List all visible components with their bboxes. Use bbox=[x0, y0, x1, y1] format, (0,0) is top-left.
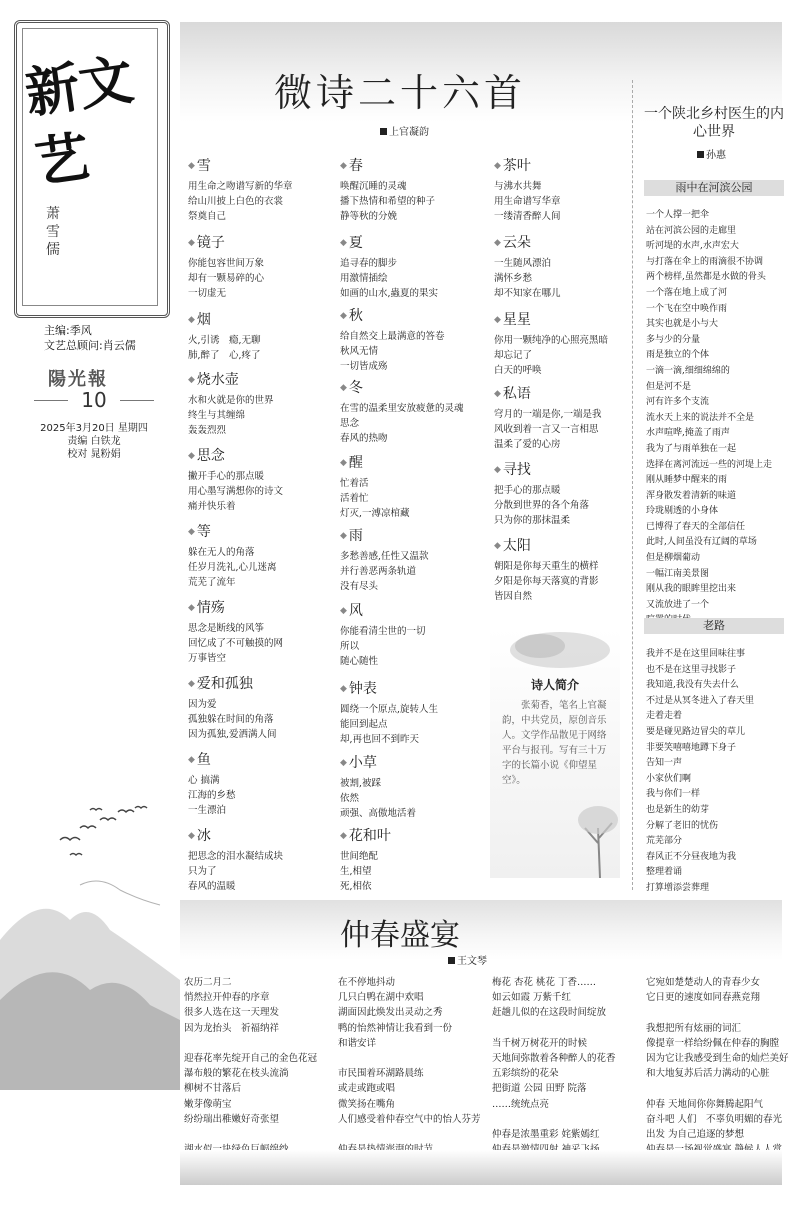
poem-spring bbox=[340, 155, 490, 224]
bottom-author: 王文琴 bbox=[448, 952, 487, 967]
poem-text: 唤醒沉睡的灵魂 播下热情和希望的种子 静等秋的分娩 bbox=[340, 181, 436, 222]
poem-summer bbox=[340, 232, 490, 301]
poem-title: ◆ 冰 bbox=[188, 825, 338, 845]
poem-title: ◆ 钟表 bbox=[340, 678, 490, 698]
poem-ice bbox=[188, 825, 338, 894]
poem-love-loneliness bbox=[188, 673, 338, 742]
right-article-author: 孙惠 bbox=[697, 146, 726, 161]
poem-text: 与沸水共舞 用生命谱写华章 一缕清香醉人间 bbox=[494, 181, 561, 222]
poem-title: ◆ 爱和孤独 bbox=[188, 673, 338, 693]
poem-title: ◆ 风 bbox=[340, 600, 490, 620]
bottom-column: 农历二月二 悄然拉开仲春的序章 很多人选在这一天理发 因为龙抬头 祈福纳祥 迎春花率先绽开自己的金色花冠 瀑布般的繁花在枝头流淌 柳树不甘落后 嫩芽像萌宝 纷纷瑞出稚嫩好奇张望 bbox=[184, 977, 318, 1125]
poem-longing bbox=[188, 445, 338, 514]
poem-smoke bbox=[188, 309, 338, 363]
tree-trunk-icon bbox=[570, 798, 620, 878]
poem-text: 把思念的泪水凝结成块 只为了 春风的温暖 bbox=[188, 851, 284, 892]
poem-heartbreak bbox=[188, 597, 338, 666]
poem-title: ◆ 雪 bbox=[188, 155, 338, 175]
poem-text: 你用一颗纯净的心照亮黑暗 却忘记了 白天的呼唤 bbox=[494, 335, 609, 376]
poem-text: 穹月的一端是你,一端是我 风收到着一言又一言相思 温柔了爱的心房 bbox=[494, 409, 602, 450]
poem-title: ◆ 鱼 bbox=[188, 749, 338, 769]
poem-sun bbox=[494, 535, 644, 604]
editor-in-charge: 责编 白铁龙 bbox=[67, 436, 121, 447]
poem-title: ◆ 夏 bbox=[340, 232, 490, 252]
poem-snow bbox=[188, 155, 338, 224]
poem-title: ◆ 春 bbox=[340, 155, 490, 175]
poem-search bbox=[494, 459, 644, 528]
poem-title: ◆ 思念 bbox=[188, 445, 338, 465]
section-text: 我并不是在这里回味往事 也不是在这里寻找影子 我知道,我没有失去什么 不过是从冥冬进入了春天里 走着走着 要是碰见路边冒尖的草儿 非要笑嘻嘻地蹲下身子 告知一声 小家伙们啊 我与你们一样 也是新生的幼芽 分解了老旧的忧伤 荒芜部分 春风正不分昼夜地为我 整理着诵 打算增添尝葬理 bbox=[646, 649, 755, 893]
editor-name: 主编:季风 bbox=[44, 324, 92, 337]
bio-title: 诗人简介 bbox=[530, 678, 579, 692]
poem-title: ◆ 太阳 bbox=[494, 535, 644, 555]
main-title: 微诗二十六首 bbox=[273, 71, 526, 115]
consultant-name: 文艺总顾问:肖云儒 bbox=[44, 339, 136, 352]
poem-text: 因为爱 孤独躲在时间的角落 因为孤独,爱洒满人间 bbox=[188, 699, 277, 740]
poem-title: ◆ 冬 bbox=[340, 377, 490, 397]
bottom-column: 梅花 杏花 桃花 丁香…… 如云如霞 万紫千红 赶趟儿似的在这段时间绽放 当千树万树花开的时候 天地间弥散着各种醉人的花香 五彩缤纷的花朵 把街道 公园 田野 院落 ……统统点亮 仲春是浓墨重彩 姹紫嫣红 bbox=[492, 977, 616, 1141]
proofreader: 校对 晁粉娟 bbox=[67, 449, 121, 460]
poem-text: 圆绕一个原点,旋转人生 能回到起点 却,再也回不到昨天 bbox=[340, 704, 439, 745]
poem-clock bbox=[340, 678, 490, 747]
poem-text: 世间绝配 生,相望 死,相依 bbox=[340, 851, 379, 892]
poem-text: 水和火就是你的世界 终生与其缠绵 轰轰烈烈 bbox=[188, 395, 274, 436]
poem-fish bbox=[188, 749, 338, 818]
masthead-vertical-text: 萧雪儒 bbox=[46, 206, 60, 258]
poem-waiting bbox=[188, 521, 338, 590]
poem-whisper bbox=[494, 383, 644, 452]
bottom-title: 仲春盛宴 bbox=[340, 918, 460, 953]
section-heading: 老路 bbox=[644, 618, 784, 634]
masthead-title: 新文艺 bbox=[21, 46, 138, 195]
poem-title: ◆ 秋 bbox=[340, 305, 490, 325]
birds-icon bbox=[60, 807, 147, 856]
poem-title: ◆ 云朵 bbox=[494, 232, 644, 252]
poem-title: ◆ 私语 bbox=[494, 383, 644, 403]
poem-text: 撇开手心的那点暖 用心墨写满想你的诗文 痛并快乐着 bbox=[188, 471, 284, 512]
poem-kettle bbox=[188, 369, 338, 438]
poem-title: ◆ 情殇 bbox=[188, 597, 338, 617]
poem-title: ◆ 花和叶 bbox=[340, 825, 490, 845]
poem-text: 被割,被踩 依然 顽强、高傲地活着 bbox=[340, 778, 417, 819]
issue-date: 2025年3月20日 星期四 bbox=[40, 423, 148, 434]
poem-winter bbox=[340, 377, 490, 446]
poem-title: ◆ 星星 bbox=[494, 309, 644, 329]
poem-text: 一生随风漂泊 满怀乡愁 却不知家在哪儿 bbox=[494, 258, 561, 299]
main-author: 上官凝韵 bbox=[380, 123, 429, 138]
tree-illustration-icon bbox=[490, 628, 620, 678]
poem-title: ◆ 小草 bbox=[340, 752, 490, 772]
right-article-title: 一个陕北乡村医生的内心世界 bbox=[644, 106, 784, 140]
poem-title: ◆ 烟 bbox=[188, 309, 338, 329]
poem-text: 躲在无人的角落 任岁月洗礼,心儿迷离 荒芜了流年 bbox=[188, 547, 277, 588]
poem-autumn bbox=[340, 305, 490, 374]
section-text: 一个人撑一把伞 站在河滨公园的走廊里 听河堤的水声,水声宏大 与打落在伞上的雨滴很不协调 两个榜样,虽然都是水做的骨头 一个落在地上成了河 一个飞在空中唤作雨 其实也就是小与大 多与少的分量 雨是独立的个体 一滴一滴,细细绵绵的 但是河不是 河有许多个支流 流水天上来的说法并不全是 水声喧哗,掩盖了雨声 我为了与雨单独在一起 选择在离河流远一些的河堤上走 刚从睡梦中醒来的雨 浑身散发着清新的味道 玲珑剔透的小身体 已博得了春天的全部信任 此时,人间虽没有辽阔的草场 但是柳烟葡动 一幅江南美景图 刚从我的眼眸里挖出来 又流放进了一个 bbox=[646, 210, 773, 610]
section-heading: 雨中在河滨公园 bbox=[644, 180, 784, 196]
newspaper-name: 陽光報 bbox=[48, 369, 108, 390]
bottom-landscape-strip bbox=[180, 1150, 782, 1185]
bottom-column: 在不停地抖动 几只白鸭在湖中欢唱 湖面因此焕发出灵动之秀 鸭的怡然神情让我看到一份 和谐安详 市民围着环湖路晨练 或走或跑或唱 微笑扬在嘴角 人们感受着仲春空气中的怡人芬芳 bbox=[338, 977, 481, 1125]
poem-text: 给自然交上最满意的答卷 秋风无情 一切皆成殇 bbox=[340, 331, 445, 372]
poem-text: 追寻春的脚步 用激情插绘 如画的山水,蟲夏的果实 bbox=[340, 258, 439, 299]
poem-title: ◆ 醒 bbox=[340, 452, 490, 472]
poem-wind bbox=[340, 600, 490, 669]
poem-cloud bbox=[494, 232, 644, 301]
poem-flower-leaf bbox=[340, 825, 490, 894]
poem-text: 你能包容世间万象 却有一颗易碎的心 一切虚无 bbox=[188, 258, 265, 299]
poet-bio-box bbox=[490, 628, 620, 878]
poem-text: 把手心的那点暖 分散到世界的各个角落 只为你的那抹温柔 bbox=[494, 485, 590, 526]
poem-text: 心 搞满 江海的乡愁 一生漂泊 bbox=[188, 775, 236, 816]
bio-text: 张菊香，笔名上官凝韵，中共党员，原创音乐人。文学作品散见于网络平台与报刊。写有三十万字的长篇小说《仰望星空》。 bbox=[502, 700, 607, 786]
poem-mirror bbox=[188, 232, 338, 301]
poem-text: 忙着活 活着忙 灯灭,一溥凉棺藏 bbox=[340, 478, 410, 519]
poem-title: ◆ 雨 bbox=[340, 525, 490, 545]
poem-awake bbox=[340, 452, 490, 521]
poem-text: 多愁善感,任性又温款 并行善恶两条轨道 没有尽头 bbox=[340, 551, 429, 592]
page-number: 10 bbox=[22, 388, 166, 412]
landscape-decoration bbox=[0, 780, 180, 1090]
poem-title: ◆ 寻找 bbox=[494, 459, 644, 479]
bottom-column: 它宛如楚楚动人的青春少女 它日更的速度如同春燕竞翔 我想把所有炫丽的词汇 像提章一样给纷佩在仲春的胸膛 因为它让我感受到生命的灿烂美好 和大地复苏后活力满动的心脏 仲春 天地间你你舞腾起阳气 奋斗吧 人们 不辜负明媚的春光 出发 为自己追逐的梦想 bbox=[646, 977, 789, 1141]
poem-text: 用生命之吻谱写新的华章 给山川披上白色的衣裳 祭奠自己 bbox=[188, 181, 293, 222]
poem-tea bbox=[494, 155, 644, 224]
poem-star bbox=[494, 309, 644, 378]
poem-text: 在雪的温柔里安放疲惫的灵魂 思念 春风的热吻 bbox=[340, 403, 464, 444]
poem-text: 你能看清尘世的一切 所以 随心随性 bbox=[340, 626, 426, 667]
poem-text: 朝阳是你每天重生的横样 夕阳是你每天落寞的背影 皆因自然 bbox=[494, 561, 599, 602]
poem-title: ◆ 镜子 bbox=[188, 232, 338, 252]
poem-text: 火,引诱 瘾,无聊 肺,醉了 心,疼了 bbox=[188, 335, 261, 361]
poem-rain bbox=[340, 525, 490, 594]
poem-text: 思念是断线的风筝 回忆成了不可触摸的网 万事皆空 bbox=[188, 623, 284, 664]
poem-title: ◆ 等 bbox=[188, 521, 338, 541]
date-block bbox=[22, 422, 166, 461]
poem-grass bbox=[340, 752, 490, 821]
poem-title: ◆ 烧水壶 bbox=[188, 369, 338, 389]
poem-title: ◆ 茶叶 bbox=[494, 155, 644, 175]
